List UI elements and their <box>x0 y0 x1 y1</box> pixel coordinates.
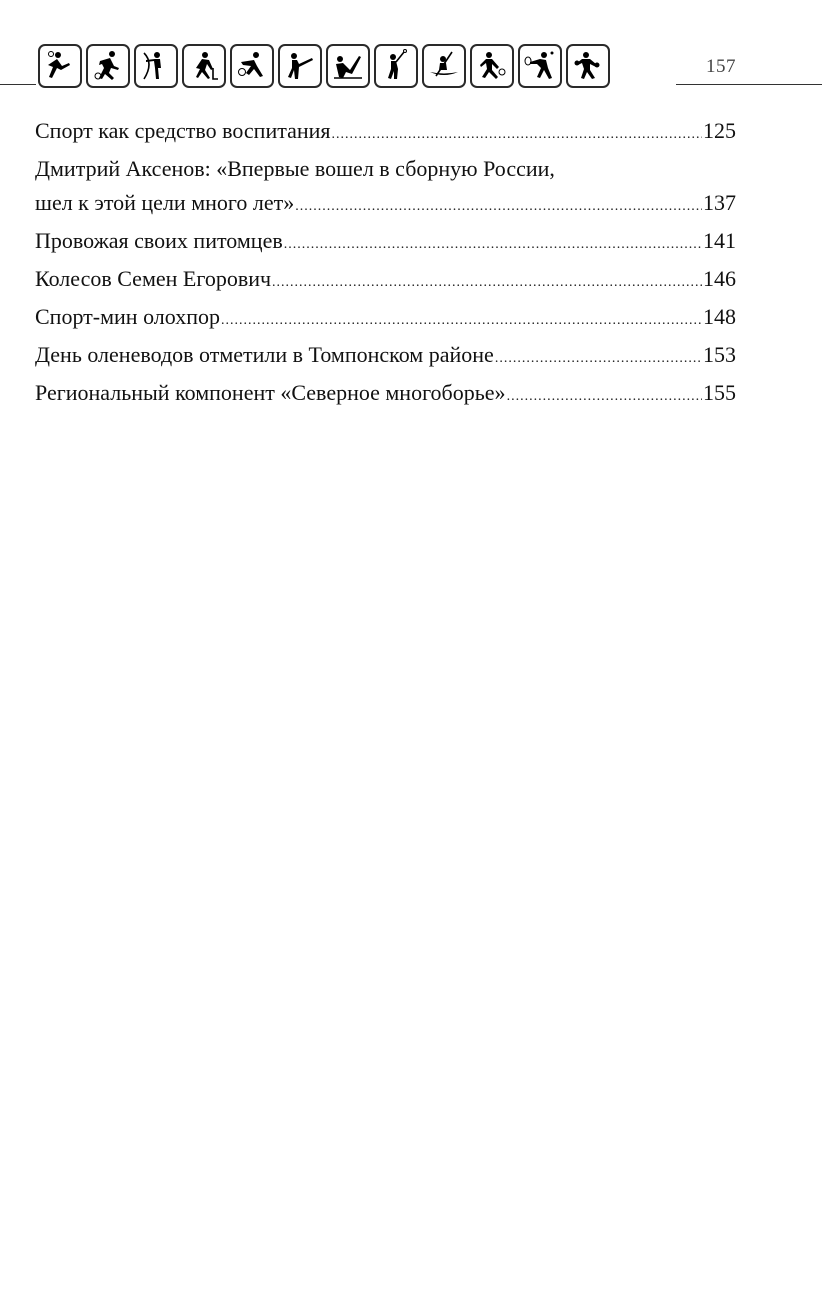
toc-leader-dots <box>272 266 702 292</box>
boxer-icon <box>566 44 610 88</box>
toc-entry <box>35 156 736 224</box>
toc-entry-title: Провожая своих питомцев <box>35 228 283 253</box>
toc-entry-title: Спорт как средство воспитания <box>35 118 331 143</box>
fencer-icon <box>278 44 322 88</box>
soccer-player-icon <box>38 44 82 88</box>
toc-entry-page: 153 <box>703 342 736 367</box>
toc-entry <box>35 118 736 152</box>
archer-icon <box>134 44 178 88</box>
toc-entry-title: Колесов Семен Егорович <box>35 266 272 291</box>
toc-entry-page: 148 <box>703 304 736 329</box>
toc-entry-title: Спорт-мин олохпор <box>35 304 220 329</box>
toc-entry <box>35 228 736 262</box>
toc-leader-dots <box>295 190 702 216</box>
toc-entry <box>35 304 736 338</box>
toc-entry-title-continued: шел к этой цели много лет» <box>35 190 295 215</box>
page-number: 157 <box>706 56 736 77</box>
tennis-player-icon <box>518 44 562 88</box>
toc-entry-title: Региональный компонент «Северное многоборье» <box>35 380 506 405</box>
gymnast-icon <box>326 44 370 88</box>
kayaker-icon <box>422 44 466 88</box>
toc-entry <box>35 266 736 300</box>
golfer-icon <box>374 44 418 88</box>
runner-with-ball-icon <box>86 44 130 88</box>
toc-entry-page: 146 <box>703 266 736 291</box>
toc-entry-title: Дмитрий Аксенов: «Впервые вошел в сборную России, <box>35 156 555 181</box>
toc-entry-page: 155 <box>703 380 736 405</box>
toc-entry-page: 125 <box>703 118 736 143</box>
hockey-player-icon <box>182 44 226 88</box>
toc-leader-dots <box>221 304 702 330</box>
toc-leader-dots <box>495 342 702 368</box>
header-rule-right <box>676 84 822 85</box>
toc-entry <box>35 380 736 414</box>
toc-entry-page: 141 <box>703 228 736 253</box>
toc-entry-page: 137 <box>703 190 736 215</box>
basketball-player-icon <box>470 44 514 88</box>
header-rule-left <box>0 84 36 85</box>
toc-leader-dots <box>332 118 702 144</box>
volleyball-player-icon <box>230 44 274 88</box>
toc-entry-title: День оленеводов отметили в Томпонском районе <box>35 342 494 367</box>
table-of-contents <box>35 118 736 418</box>
toc-leader-dots <box>284 228 702 254</box>
toc-leader-dots <box>507 380 702 406</box>
sport-icons-strip <box>38 44 610 88</box>
toc-entry <box>35 342 736 376</box>
